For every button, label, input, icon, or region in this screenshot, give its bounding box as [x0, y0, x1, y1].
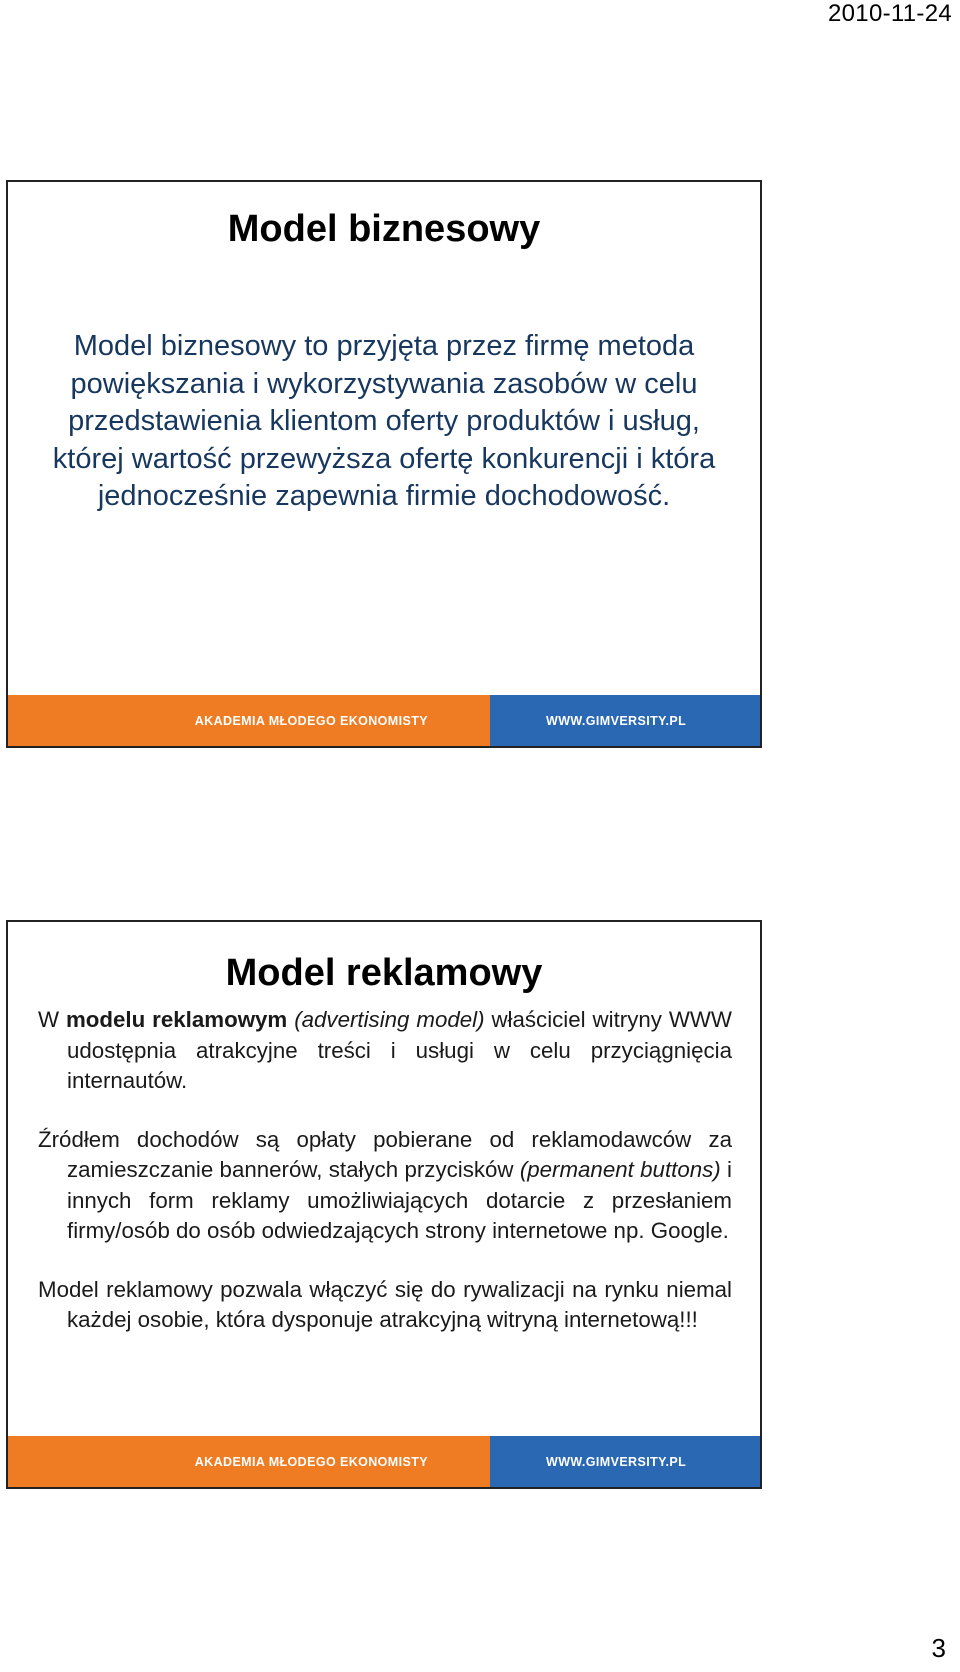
footer-website: WWW.GIMVERSITY.PL: [490, 1436, 760, 1487]
slide-footer: [8, 1436, 760, 1487]
paragraph-definition: W modelu reklamowym (advertising model) właściciel witryny WWW udostępnia atrakcyjne treści i usługi w celu przyciągnięcia internautów.: [38, 1007, 732, 1093]
slide-model-reklamowy: [6, 920, 762, 1489]
page-number: 3: [931, 1633, 946, 1663]
footer-website: WWW.GIMVERSITY.PL: [490, 695, 760, 746]
header-date: 2010-11-24: [828, 0, 952, 27]
footer-organization: AKADEMIA MŁODEGO EKONOMISTY: [8, 695, 490, 746]
paragraph-competition: Model reklamowy pozwala włączyć się do rywalizacji na rynku niemal każdej osobie, która dysponuje atrakcyjną witryną internetową!!!: [38, 1276, 732, 1332]
footer-organization: AKADEMIA MŁODEGO EKONOMISTY: [8, 1436, 490, 1487]
slide-body: Model biznesowy to przyjęta przez firmę metoda powiększania i wykorzystywania zasobów w celu przedstawienia klientom oferty produktów i usług, której wartość przewyższa ofertę konkurencji i która jednocześnie zapewnia firmie dochodowość.: [52, 330, 716, 512]
slide-title: Model reklamowy: [225, 952, 543, 994]
paragraph-revenue: Źródłem dochodów są opłaty pobierane od reklamodawców za zamieszczanie bannerów, stałych przycisków (permanent buttons) i innych form reklamy umożliwiających dotarcie z przesłaniem firmy/osób do osób odwiedzających strony internetowe np. Google.: [38, 1126, 732, 1243]
slide-body: [38, 1005, 732, 1336]
slide-title: Model biznesowy: [227, 208, 541, 250]
slide-model-biznesowy: [6, 180, 762, 748]
slide-footer: [8, 695, 760, 746]
